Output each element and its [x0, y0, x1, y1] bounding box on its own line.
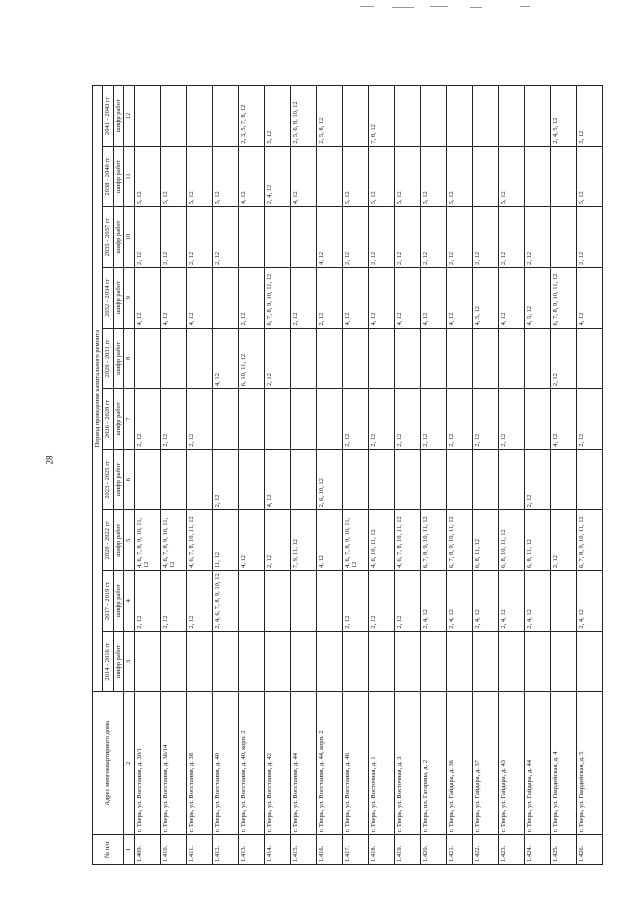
header-cipher: шифр работ: [113, 267, 123, 328]
row-cipher-cell: 4, 6, 7, 8, 9, 10, 11, 12: [134, 510, 160, 571]
header-address: Адрес многоквартирного дома: [93, 692, 124, 835]
table-row: [368, 86, 394, 865]
row-address: г. Тверь, ул. Восстания, д. 30/1: [134, 692, 160, 835]
row-index: 1.421.: [446, 835, 472, 865]
row-cipher-cell: [394, 328, 420, 389]
row-cipher-cell: [134, 449, 160, 510]
row-cipher-cell: 2, 12: [238, 267, 264, 328]
row-cipher-cell: 4, 12: [238, 146, 264, 207]
row-cipher-cell: [290, 571, 316, 632]
row-index: 1.426.: [576, 835, 602, 865]
row-index: 1.418.: [368, 835, 394, 865]
row-cipher-cell: 2, 12: [498, 207, 524, 268]
row-cipher-cell: [446, 449, 472, 510]
row-address: г. Тверь, ул. Восстания, д. 44, корп. 2: [316, 692, 342, 835]
row-cipher-cell: [290, 207, 316, 268]
row-cipher-cell: 2, 12: [368, 389, 394, 450]
row-cipher-cell: [316, 328, 342, 389]
table-body: [134, 86, 602, 865]
row-cipher-cell: [186, 86, 212, 147]
row-cipher-cell: 2, 12: [420, 207, 446, 268]
row-cipher-cell: [576, 631, 602, 692]
row-address: г. Тверь, ул. Восстания, д. 40, корп. 2: [238, 692, 264, 835]
row-cipher-cell: 5, 12: [186, 146, 212, 207]
row-cipher-cell: 2, 12: [576, 207, 602, 268]
row-cipher-cell: 2, 12: [550, 328, 576, 389]
row-cipher-cell: [524, 146, 550, 207]
row-cipher-cell: [264, 571, 290, 632]
table-row: [238, 86, 264, 865]
row-cipher-cell: 4, 12: [160, 267, 186, 328]
row-cipher-cell: 4, 6, 7, 8, 9, 10, 11, 12: [342, 510, 368, 571]
row-cipher-cell: 2, 3, 5, 7, 8, 12: [238, 86, 264, 147]
row-cipher-cell: 4, 6, 7, 8, 10, 11, 12: [186, 510, 212, 571]
row-cipher-cell: [290, 328, 316, 389]
row-cipher-cell: [342, 328, 368, 389]
row-cipher-cell: 2, 12: [264, 510, 290, 571]
row-cipher-cell: 11, 12: [212, 510, 238, 571]
row-cipher-cell: [550, 571, 576, 632]
row-cipher-cell: [212, 389, 238, 450]
row-cipher-cell: [134, 631, 160, 692]
row-address: г. Тверь, ул. Восстания, д. 40: [212, 692, 238, 835]
table-row: [212, 86, 238, 865]
row-cipher-cell: 7, 8, 12: [368, 86, 394, 147]
row-cipher-cell: [550, 631, 576, 692]
header-column-number: 1: [124, 835, 134, 865]
header-cipher: шифр работ: [113, 146, 123, 207]
row-index: 1.423.: [498, 835, 524, 865]
row-cipher-cell: 4, 12: [316, 207, 342, 268]
row-cipher-cell: 6, 7, 8, 9, 10, 11, 12: [576, 510, 602, 571]
row-cipher-cell: [472, 631, 498, 692]
row-cipher-cell: 2, 12: [342, 207, 368, 268]
row-address: г. Тверь, ул. Восточная, д. 1: [368, 692, 394, 835]
row-cipher-cell: 5, 12: [264, 86, 290, 147]
row-cipher-cell: [368, 328, 394, 389]
row-cipher-cell: 6, 7, 8, 9, 10, 11, 12: [446, 510, 472, 571]
header-period-years: 2026 - 2028 гг: [103, 389, 113, 450]
row-cipher-cell: [212, 86, 238, 147]
row-cipher-cell: [524, 86, 550, 147]
table-row: [524, 86, 550, 865]
row-cipher-cell: [550, 146, 576, 207]
row-address: г. Тверь, ул. Восстания, д. 36/14: [160, 692, 186, 835]
row-cipher-cell: 2, 12: [342, 389, 368, 450]
row-cipher-cell: 2, 12: [264, 328, 290, 389]
row-cipher-cell: [446, 631, 472, 692]
header-period-years: 2041 - 2043 гг: [103, 86, 113, 147]
row-cipher-cell: [550, 449, 576, 510]
row-cipher-cell: [212, 631, 238, 692]
header-column-number: 4: [124, 571, 134, 632]
row-cipher-cell: 2, 12: [212, 207, 238, 268]
row-address: г. Тверь, ул. Восстания, д. 42: [264, 692, 290, 835]
row-cipher-cell: [420, 631, 446, 692]
row-index: 1.425.: [550, 835, 576, 865]
row-cipher-cell: [498, 631, 524, 692]
header-cipher: шифр работ: [113, 328, 123, 389]
row-cipher-cell: 2, 12: [160, 389, 186, 450]
rotated-table-container: [92, 85, 585, 865]
row-cipher-cell: [186, 328, 212, 389]
row-address: г. Тверь, пл. Гагарина, д. 2: [420, 692, 446, 835]
row-index: 1.414.: [264, 835, 290, 865]
row-cipher-cell: 4, 12: [316, 510, 342, 571]
table-row: [160, 86, 186, 865]
row-cipher-cell: 2, 12: [342, 571, 368, 632]
row-cipher-cell: [472, 328, 498, 389]
header-cipher: шифр работ: [113, 449, 123, 510]
row-cipher-cell: [290, 631, 316, 692]
row-address: г. Тверь, ул. Гвардейская, д. 5: [576, 692, 602, 835]
row-cipher-cell: [316, 631, 342, 692]
row-cipher-cell: 4, 5, 12: [472, 267, 498, 328]
repair-schedule-table: [92, 85, 603, 865]
row-cipher-cell: 2, 12: [368, 571, 394, 632]
row-cipher-cell: 2, 12: [472, 207, 498, 268]
row-cipher-cell: 6, 7, 8, 9, 10, 11, 12: [550, 267, 576, 328]
row-cipher-cell: 4, 12: [238, 510, 264, 571]
row-cipher-cell: 2, 4, 12: [264, 146, 290, 207]
row-cipher-cell: 2, 12: [212, 449, 238, 510]
row-cipher-cell: 2, 12: [550, 510, 576, 571]
header-period: Период проведения капитального ремонта: [93, 86, 103, 692]
row-cipher-cell: [498, 449, 524, 510]
header-row-period: [93, 86, 103, 865]
row-cipher-cell: 2, 4, 12: [498, 571, 524, 632]
row-index: 1.416.: [316, 835, 342, 865]
row-cipher-cell: 2, 4, 12: [420, 571, 446, 632]
row-cipher-cell: 4, 6, 7, 8, 10, 11, 12: [394, 510, 420, 571]
page-number: 28: [44, 455, 55, 465]
row-cipher-cell: 6, 10, 11, 12: [238, 328, 264, 389]
header-cipher: шифр работ: [113, 631, 123, 692]
row-cipher-cell: 2, 12: [394, 389, 420, 450]
row-cipher-cell: 2, 12: [498, 389, 524, 450]
row-cipher-cell: [290, 449, 316, 510]
row-cipher-cell: [498, 86, 524, 147]
row-cipher-cell: 5, 12: [212, 146, 238, 207]
row-cipher-cell: 4, 12: [420, 267, 446, 328]
row-cipher-cell: 2, 4, 12: [524, 571, 550, 632]
row-cipher-cell: 5, 12: [160, 146, 186, 207]
header-column-number: 9: [124, 267, 134, 328]
table-row: [264, 86, 290, 865]
row-address: г. Тверь, ул. Восстания, д. 46: [342, 692, 368, 835]
row-cipher-cell: 2, 12: [394, 571, 420, 632]
header-row-column-numbers: [124, 86, 134, 865]
row-cipher-cell: 2, 4, 12: [472, 571, 498, 632]
table-row: [576, 86, 602, 865]
row-cipher-cell: 4, 12: [550, 389, 576, 450]
row-cipher-cell: [550, 207, 576, 268]
header-period-years: 2035 - 2037 гг: [103, 207, 113, 268]
row-cipher-cell: 2, 12: [524, 449, 550, 510]
row-index: 1.410.: [160, 835, 186, 865]
row-cipher-cell: 5, 12: [446, 146, 472, 207]
row-cipher-cell: 6, 8, 11, 12: [524, 510, 550, 571]
header-cipher: шифр работ: [113, 389, 123, 450]
table-row: [498, 86, 524, 865]
row-cipher-cell: 6, 8, 11, 12: [472, 510, 498, 571]
row-cipher-cell: 5, 12: [134, 146, 160, 207]
header-column-number: 6: [124, 449, 134, 510]
row-cipher-cell: 4, 6, 7, 8, 9, 10, 11, 12: [160, 510, 186, 571]
header-period-years: 2020 - 2022 гг: [103, 510, 113, 571]
row-cipher-cell: [160, 328, 186, 389]
row-cipher-cell: 4, 12: [446, 267, 472, 328]
row-cipher-cell: 2, 4, 6, 7, 8, 9, 10, 12: [212, 571, 238, 632]
table-row: [394, 86, 420, 865]
row-cipher-cell: 2, 12: [134, 207, 160, 268]
table-row: [186, 86, 212, 865]
row-cipher-cell: [290, 389, 316, 450]
row-cipher-cell: [394, 631, 420, 692]
scan-speck: [430, 6, 448, 7]
row-cipher-cell: 4, 12: [394, 267, 420, 328]
row-cipher-cell: 5, 12: [368, 146, 394, 207]
row-cipher-cell: 5, 12: [342, 146, 368, 207]
row-cipher-cell: 6, 7, 8, 9, 10, 11, 12: [264, 267, 290, 328]
row-cipher-cell: [160, 631, 186, 692]
row-index: 1.417.: [342, 835, 368, 865]
row-address: г. Тверь, ул. Гайдара, д. 37: [472, 692, 498, 835]
row-cipher-cell: [472, 449, 498, 510]
row-cipher-cell: [264, 631, 290, 692]
row-cipher-cell: [238, 207, 264, 268]
row-cipher-cell: 4, 12: [368, 267, 394, 328]
row-index: 1.415.: [290, 835, 316, 865]
row-cipher-cell: 5, 12: [498, 146, 524, 207]
row-cipher-cell: [420, 449, 446, 510]
row-cipher-cell: 5, 12: [394, 146, 420, 207]
row-cipher-cell: [394, 449, 420, 510]
header-column-number: 7: [124, 389, 134, 450]
row-cipher-cell: [368, 449, 394, 510]
row-cipher-cell: [446, 328, 472, 389]
row-cipher-cell: 4, 12: [134, 267, 160, 328]
row-cipher-cell: 4, 12: [212, 328, 238, 389]
row-cipher-cell: [342, 449, 368, 510]
row-cipher-cell: 4, 12: [290, 146, 316, 207]
row-cipher-cell: 5, 12: [576, 146, 602, 207]
row-cipher-cell: [420, 86, 446, 147]
row-address: г. Тверь, ул. Восстания, д. 44: [290, 692, 316, 835]
header-cipher: шифр работ: [113, 86, 123, 147]
row-index: 1.424.: [524, 835, 550, 865]
row-cipher-cell: 2, 12: [446, 207, 472, 268]
header-column-number: 12: [124, 86, 134, 147]
header-period-years: 2029 - 2031 гг: [103, 328, 113, 389]
row-cipher-cell: 3, 12: [576, 86, 602, 147]
row-cipher-cell: 2, 12: [446, 389, 472, 450]
header-column-number: 2: [124, 692, 134, 835]
row-cipher-cell: [316, 389, 342, 450]
header-idx: № п/п: [93, 835, 124, 865]
row-cipher-cell: 5, 12: [420, 146, 446, 207]
row-index: 1.413.: [238, 835, 264, 865]
header-cipher: шифр работ: [113, 207, 123, 268]
row-cipher-cell: 2, 6, 10, 12: [316, 449, 342, 510]
table-row: [550, 86, 576, 865]
row-cipher-cell: [524, 328, 550, 389]
table-row: [342, 86, 368, 865]
row-cipher-cell: [316, 146, 342, 207]
row-cipher-cell: [134, 86, 160, 147]
header-column-number: 11: [124, 146, 134, 207]
row-cipher-cell: [472, 86, 498, 147]
table-row: [290, 86, 316, 865]
row-cipher-cell: 2, 12: [186, 207, 212, 268]
row-index: 1.420.: [420, 835, 446, 865]
row-cipher-cell: 4, 12: [342, 267, 368, 328]
scan-speck: [392, 7, 414, 8]
row-cipher-cell: [576, 328, 602, 389]
row-cipher-cell: 4, 12: [498, 267, 524, 328]
row-cipher-cell: [238, 571, 264, 632]
row-cipher-cell: 2, 12: [524, 207, 550, 268]
row-cipher-cell: [238, 631, 264, 692]
row-cipher-cell: [264, 207, 290, 268]
row-cipher-cell: 4, 5, 12: [524, 267, 550, 328]
row-cipher-cell: [186, 449, 212, 510]
row-cipher-cell: 2, 12: [134, 389, 160, 450]
row-cipher-cell: 2, 12: [160, 571, 186, 632]
row-cipher-cell: [160, 86, 186, 147]
row-cipher-cell: 2, 12: [290, 267, 316, 328]
row-cipher-cell: [264, 389, 290, 450]
row-cipher-cell: [498, 328, 524, 389]
row-cipher-cell: [394, 86, 420, 147]
header-cipher: шифр работ: [113, 510, 123, 571]
row-cipher-cell: 4, 12: [264, 449, 290, 510]
row-index: 1.411.: [186, 835, 212, 865]
row-cipher-cell: [576, 449, 602, 510]
row-cipher-cell: 2, 12: [160, 207, 186, 268]
row-cipher-cell: 2, 12: [472, 389, 498, 450]
row-cipher-cell: 2, 4, 12: [446, 571, 472, 632]
table-row: [446, 86, 472, 865]
row-cipher-cell: 2, 4, 12: [576, 571, 602, 632]
table-row: [420, 86, 446, 865]
header-cipher: шифр работ: [113, 571, 123, 632]
row-index: 1.422.: [472, 835, 498, 865]
row-cipher-cell: [238, 389, 264, 450]
scan-speck: [520, 6, 530, 7]
row-cipher-cell: [524, 389, 550, 450]
row-cipher-cell: 2, 12: [186, 571, 212, 632]
row-cipher-cell: 2, 12: [134, 571, 160, 632]
row-cipher-cell: [472, 146, 498, 207]
row-cipher-cell: [420, 328, 446, 389]
header-column-number: 10: [124, 207, 134, 268]
row-address: г. Тверь, ул. Восточная, д. 3: [394, 692, 420, 835]
table-row: [316, 86, 342, 865]
row-cipher-cell: 2, 5, 6, 8, 10, 12: [290, 86, 316, 147]
header-period-years: 2038 - 2040 гг: [103, 146, 113, 207]
row-cipher-cell: 2, 12: [186, 389, 212, 450]
row-cipher-cell: [342, 631, 368, 692]
row-address: г. Тверь, ул. Гайдара, д. 44: [524, 692, 550, 835]
row-cipher-cell: [316, 571, 342, 632]
row-cipher-cell: 4, 12: [576, 267, 602, 328]
row-address: г. Тверь, ул. Гайдара, д. 43: [498, 692, 524, 835]
header-period-years: 2032 - 2034 гг: [103, 267, 113, 328]
header-period-years: 2017 - 2019 гг: [103, 571, 113, 632]
row-cipher-cell: 2, 12: [420, 389, 446, 450]
scan-speck: [360, 6, 374, 7]
row-cipher-cell: [524, 631, 550, 692]
row-address: г. Тверь, ул. Гвардейская, д. 4: [550, 692, 576, 835]
header-period-years: 2014 - 2016 гг: [103, 631, 113, 692]
row-cipher-cell: [212, 267, 238, 328]
header-column-number: 5: [124, 510, 134, 571]
row-cipher-cell: [160, 449, 186, 510]
row-cipher-cell: [368, 631, 394, 692]
row-cipher-cell: 2, 12: [576, 389, 602, 450]
header-period-years: 2023 - 2025 гг: [103, 449, 113, 510]
row-cipher-cell: 2, 12: [368, 207, 394, 268]
row-cipher-cell: 2, 4, 5, 12: [550, 86, 576, 147]
header-column-number: 8: [124, 328, 134, 389]
table-row: [134, 86, 160, 865]
row-cipher-cell: [186, 631, 212, 692]
scan-speck: [470, 7, 482, 8]
row-index: 1.409.: [134, 835, 160, 865]
row-cipher-cell: 2, 5, 8, 12: [316, 86, 342, 147]
row-index: 1.412.: [212, 835, 238, 865]
row-cipher-cell: 2, 12: [394, 207, 420, 268]
row-cipher-cell: [238, 449, 264, 510]
table-row: [472, 86, 498, 865]
row-address: г. Тверь, ул. Восстания, д. 38: [186, 692, 212, 835]
row-cipher-cell: 6, 7, 8, 9, 10, 11, 12: [420, 510, 446, 571]
row-cipher-cell: [134, 328, 160, 389]
row-cipher-cell: 4, 6, 10, 11, 12: [368, 510, 394, 571]
row-cipher-cell: [446, 86, 472, 147]
row-index: 1.419.: [394, 835, 420, 865]
row-address: г. Тверь, ул. Гайдара, д. 36: [446, 692, 472, 835]
row-cipher-cell: [342, 86, 368, 147]
header-column-number: 3: [124, 631, 134, 692]
row-cipher-cell: 2, 12: [316, 267, 342, 328]
row-cipher-cell: 6, 8, 10, 11, 12: [498, 510, 524, 571]
row-cipher-cell: 4, 12: [186, 267, 212, 328]
row-cipher-cell: 7, 9, 11, 12: [290, 510, 316, 571]
